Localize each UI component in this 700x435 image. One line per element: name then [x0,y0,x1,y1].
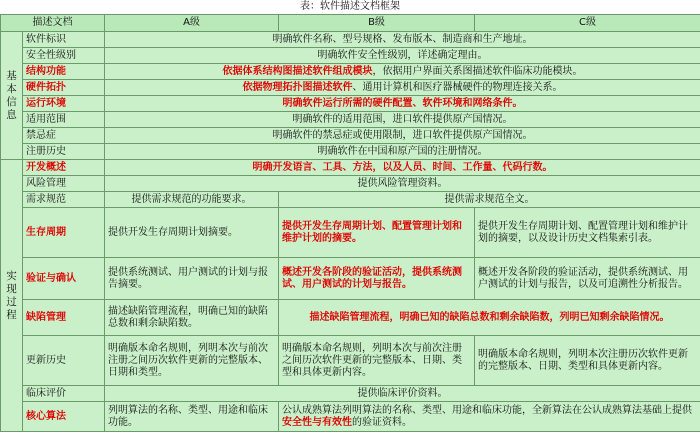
table-row [1,48,700,64]
row-value: 明确软件名称、型号规格、发布版本、制造商和生产地址。 [105,32,700,48]
cell-b: 提供开发生存周期计划、配置管理计划和维护计划的摘要。 [279,208,475,258]
table-row [1,160,700,176]
row-label: 运行环境 [23,96,105,112]
cell-bc: 公认成熟算法列明算法的名称、类型、用途和临床功能，全新算法在公认成熟算法基础上提供安全性与有效性的验证资料。 [279,402,700,432]
row-value: 明确软件的禁忌症或使用限制，进口软件提供原产国情况。 [105,128,700,144]
table-title: 表：软件描述文档框架 [300,1,400,12]
row-label: 安全性级别 [23,48,105,64]
row-value: 明确开发语言、工具、方法，以及人员、时间、工作量、代码行数。 [105,160,700,176]
row-value: 提供临床评价资料。 [105,386,700,402]
cell-a: 描述缺陷管理流程，明确已知的缺陷总数和剩余缺陷数。 [105,300,279,336]
table-row [1,336,700,386]
table-row [1,144,700,160]
row-value: 依据体系结构图描述软件组成模块，依据用户界面关系图描述软件临床功能模块。 [105,64,700,80]
row-value: 明确软件的适用范围，进口软件提供原产国情况。 [105,112,700,128]
row-label: 硬件拓扑 [23,80,105,96]
cell-a: 提供需求规范的功能要求。 [105,192,279,208]
cell-a: 提供系统测试、用户测试的计划与报告摘要。 [105,258,279,300]
table-row [1,208,700,258]
header-c: C级 [475,15,700,32]
row-label: 临床评价 [23,386,105,402]
row-label: 适用范围 [23,112,105,128]
cell-a: 提供开发生存周期计划摘要。 [105,208,279,258]
row-label: 软件标识 [23,32,105,48]
row-label: 验证与确认 [23,258,105,300]
header-row [1,15,700,32]
cell-b: 概述开发各阶段的验证活动，提供系统测试、用户测试的计划与报告。 [279,258,475,300]
row-value: 明确软件安全性级别，详述确定理由。 [105,48,700,64]
cell-bc: 提供需求规范全文。 [279,192,700,208]
row-label: 风险管理 [23,176,105,192]
row-label: 核心算法 [23,402,105,432]
table-row [1,258,700,300]
table-row [1,192,700,208]
table-row [1,176,700,192]
table-row [1,32,700,48]
header-doc: 描述文档 [1,15,105,32]
table-row [1,64,700,80]
header-b: B级 [279,15,475,32]
table-row [1,112,700,128]
row-value: 明确软件运行所需的硬件配置、软件环境和网络条件。 [105,96,700,112]
table-row [1,96,700,112]
section-basic-info: 基本信息 [1,32,23,160]
table-row [1,386,700,402]
row-label: 开发概述 [23,160,105,176]
row-label: 缺陷管理 [23,300,105,336]
row-label: 注册历史 [23,144,105,160]
row-value: 依据物理拓扑图描述软件、通用计算机和医疗器械硬件的物理连接关系。 [105,80,700,96]
table-row [1,402,700,432]
software-doc-framework-table [0,14,700,432]
section-implementation: 实现过程 [1,160,23,432]
cell-bc: 描述缺陷管理流程，明确已知的缺陷总数和剩余缺陷数，列明已知剩余缺陷情况。 [279,300,700,336]
row-label: 需求规范 [23,192,105,208]
cell-c: 明确版本命名规则，列明本次注册历次软件更新的完整版本、日期、类型和具体更新内容。 [475,336,700,386]
cell-c: 概述开发各阶段的验证活动，提供系统测试、用户测试的计划与报告，以及可追溯性分析报告。 [475,258,700,300]
cell-a: 列明算法的名称、类型、用途和临床功能。 [105,402,279,432]
row-value: 明确软件在中国和原产国的注册情况。 [105,144,700,160]
row-label: 生存周期 [23,208,105,258]
cell-c: 提供开发生存周期计划、配置管理计划和维护计划的摘要，以及设计历史文档集索引表。 [475,208,700,258]
table-row [1,300,700,336]
table-row [1,128,700,144]
table-row [1,80,700,96]
row-label: 禁忌症 [23,128,105,144]
row-label: 结构功能 [23,64,105,80]
header-a: A级 [105,15,279,32]
cell-a: 明确版本命名规则，列明本次与前次注册之间历次软件更新的完整版本、日期和类型。 [105,336,279,386]
row-value: 提供风险管理资料。 [105,176,700,192]
cell-b: 明确版本命名规则，列明本次与前次注册之间历次软件更新的完整版本、日期、类型和具体更新内容。 [279,336,475,386]
row-label: 更新历史 [23,336,105,386]
